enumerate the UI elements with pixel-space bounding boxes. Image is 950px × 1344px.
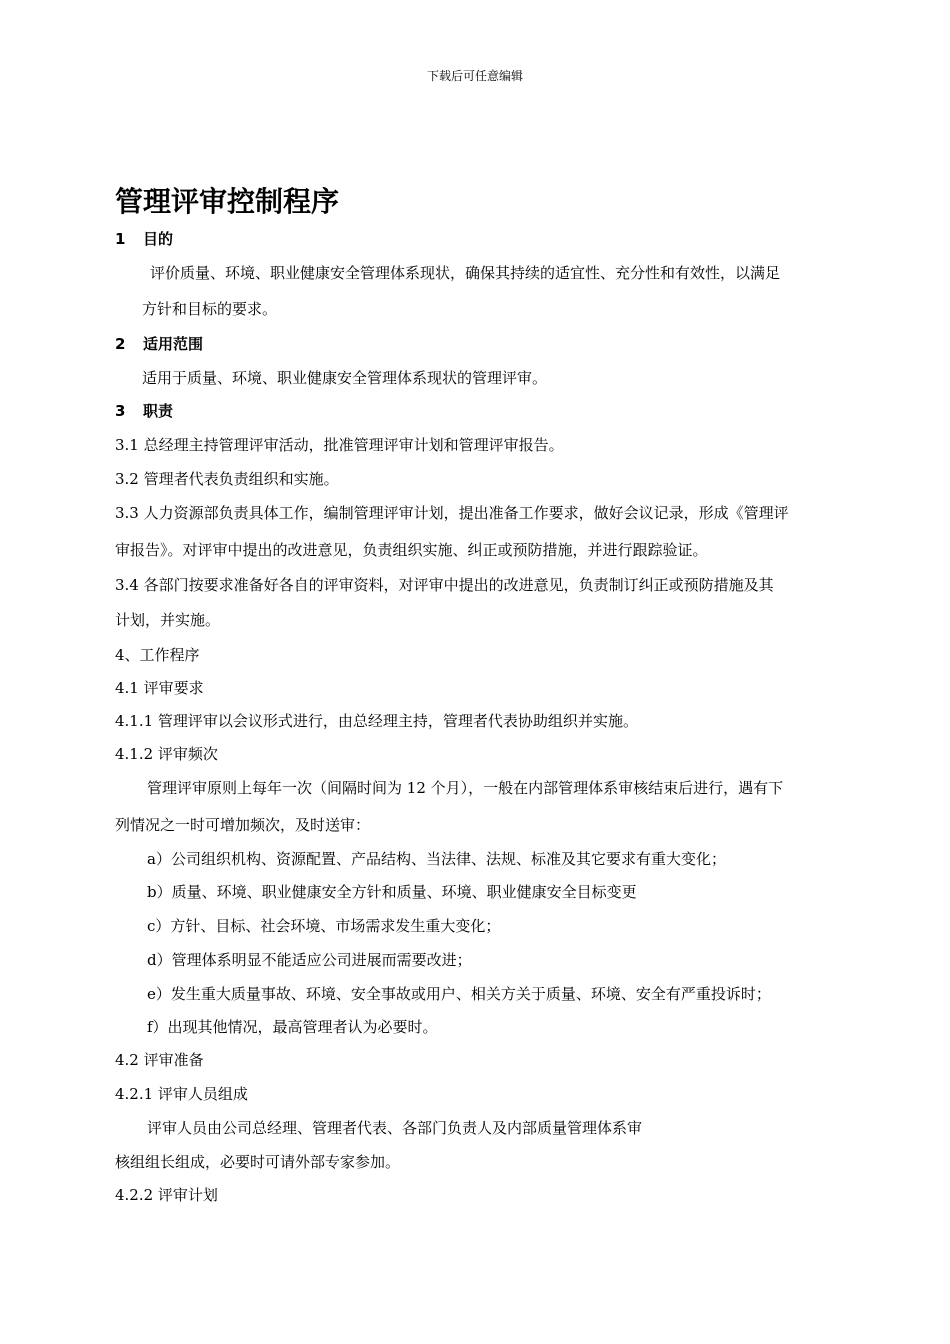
section-number: 1 <box>115 230 126 248</box>
paragraph: 评价质量、环境、职业健康安全管理体系现状，确保其持续的适宜性、充分性和有效性，以满足 <box>150 264 781 282</box>
section-3-heading <box>115 400 173 421</box>
subsection-heading: 4.1.2 评审频次 <box>115 745 218 763</box>
list-item: b）质量、环境、职业健康安全方针和质量、环境、职业健康安全目标变更 <box>147 883 637 901</box>
page-header: 下载后可任意编辑 <box>426 69 523 83</box>
subsection-heading: 4.2.2 评审计划 <box>115 1186 218 1204</box>
paragraph: 计划，并实施。 <box>115 611 221 629</box>
paragraph: 3.3 人力资源部负责具体工作，编制管理评审计划，提出准备工作要求，做好会议记录，形成《管理评 <box>115 504 789 522</box>
paragraph: 评审人员由公司总经理、管理者代表、各部门负责人及内部质量管理体系审 <box>147 1119 643 1137</box>
paragraph: 3.2 管理者代表负责组织和实施。 <box>115 470 339 488</box>
section-1-heading <box>115 228 173 249</box>
paragraph: 列情况之一时可增加频次，及时送审： <box>115 816 371 834</box>
paragraph: 方针和目标的要求。 <box>142 300 278 318</box>
subsection-heading: 4.2.1 评审人员组成 <box>115 1085 248 1103</box>
section-2-heading <box>115 333 203 354</box>
list-item: c）方针、目标、社会环境、市场需求发生重大变化； <box>147 917 501 935</box>
list-item: e）发生重大质量事故、环境、安全事故或用户、相关方关于质量、环境、安全有严重投诉时； <box>147 985 771 1003</box>
paragraph: 3.4 各部门按要求准备好各自的评审资料，对评审中提出的改进意见，负责制订纠正或预防措施及其 <box>115 576 774 594</box>
page-title: 管理评审控制程序 <box>115 185 340 218</box>
paragraph: 3.1 总经理主持管理评审活动，批准管理评审计划和管理评审报告。 <box>115 436 564 454</box>
paragraph: 适用于质量、环境、职业健康安全管理体系现状的管理评审。 <box>142 369 548 387</box>
list-item: a）公司组织机构、资源配置、产品结构、当法律、法规、标准及其它要求有重大变化； <box>147 850 726 868</box>
section-title: 目的 <box>143 230 174 248</box>
section-title: 职责 <box>143 402 174 420</box>
paragraph: 核组组长组成，必要时可请外部专家参加。 <box>115 1153 401 1171</box>
paragraph: 管理评审原则上每年一次（间隔时间为 12 个月），一般在内部管理体系审核结束后进行，遇有下 <box>147 779 784 797</box>
list-item: f）出现其他情况，最高管理者认为必要时。 <box>147 1018 438 1036</box>
subsection-heading: 4.1 评审要求 <box>115 679 204 697</box>
paragraph: 审报告》。对评审中提出的改进意见，负责组织实施、纠正或预防措施，并进行跟踪验证。 <box>115 541 708 559</box>
section-title: 适用范围 <box>143 335 204 353</box>
paragraph: 4.1.1 管理评审以会议形式进行，由总经理主持，管理者代表协助组织并实施。 <box>115 712 638 730</box>
list-item: d）管理体系明显不能适应公司进展而需要改进； <box>147 951 472 969</box>
section-number: 2 <box>115 335 126 353</box>
section-number: 3 <box>115 402 126 420</box>
subsection-heading: 4.2 评审准备 <box>115 1051 204 1069</box>
section-4-heading: 4、工作程序 <box>115 646 200 664</box>
